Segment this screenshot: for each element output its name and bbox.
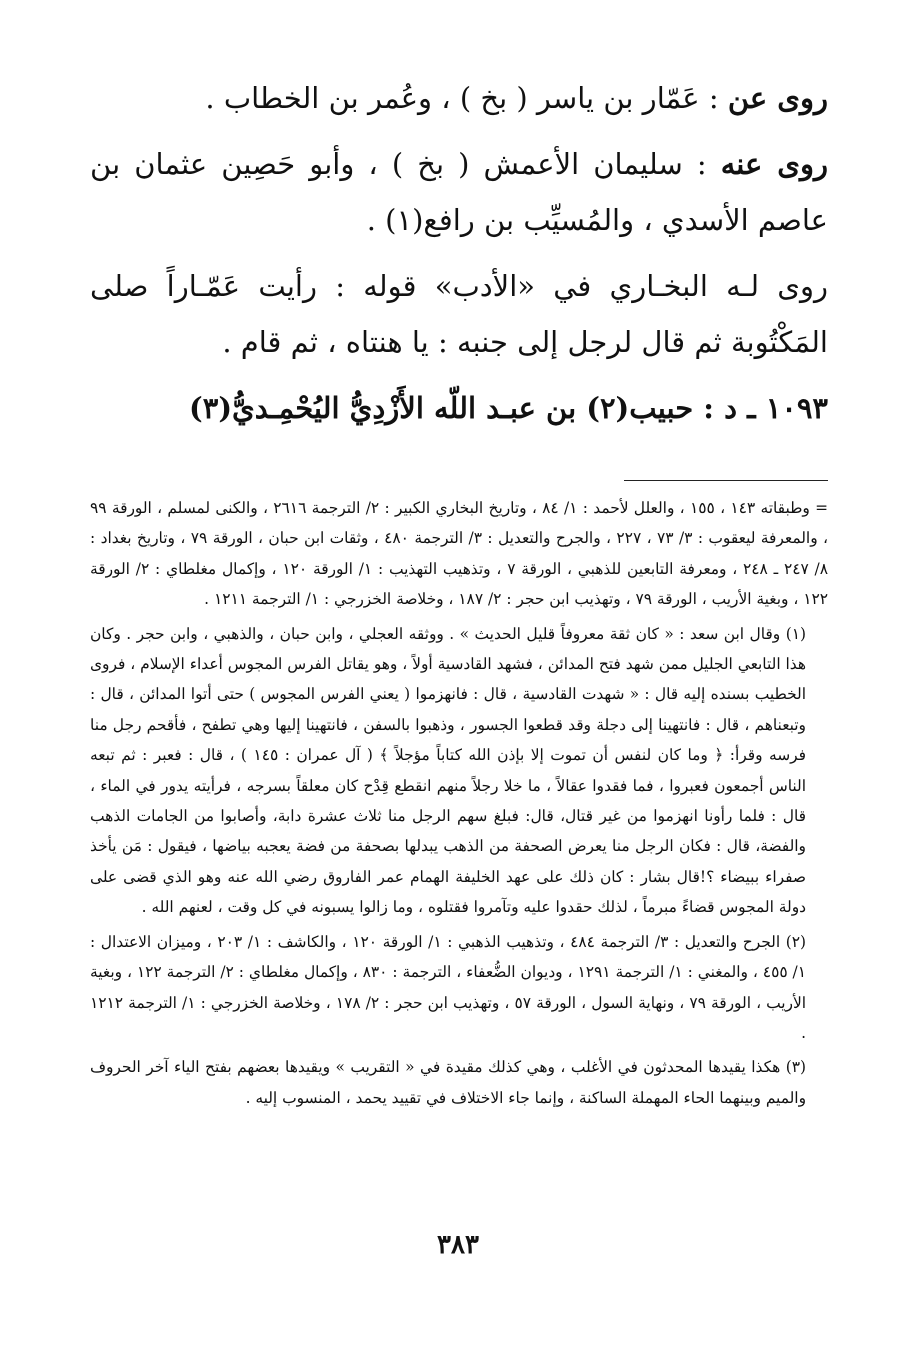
footnotes — [90, 493, 828, 1113]
footnote-continued: = وطبقاته ١٤٣ ، ١٥٥ ، والعلل لأحمد : ١/ ٨٤ ، وتاريخ البخاري الكبير : ٢/ الترجمة ٢٦١٦ ، والكنى لمسلم ، الورقة ٩٩ ، والمعرفة ليعقوب : ٣/ ٧٣ ، ٢٢٧ ، والجرح والتعديل : ٣/ الترجمة ٤٨٠ ، وثقات ابن حبان ، الورقة ٧٩ ، وتاريخ بغداد : ٨/ ٢٤٧ ـ ٢٤٨ ، ومعرفة التابعين للذهبي ، الورقة ٧ ، وتذهيب التهذيب : ١/ الورقة ١٢٠ ، وإكمال مغلطاي : ٢/ الورقة ١٢٢ ، وبغية الأريب ، الورقة ٧٩ ، وتهذيب ابن حجر : ٢/ ١٨٧ ، وخلاصة الخزرجي : ١/ الترجمة ١٢١١ . — [90, 499, 829, 609]
footnote-divider — [624, 480, 828, 481]
footnote-1: (١) وقال ابن سعد : « كان ثقة معروفاً قليل الحديث » . ووثقه العجلي ، وابن حبان ، والذهبي ، وابن حجر . وكان هذا التابعي الجليل ممن شهد فتح المدائن ، فشهد القادسية أولاً ، وهو يقاتل الفرس المجوس أعداء الإسلام ، فروى الخطيب بسنده إليه قال : « شهدت القادسية ، قال : فانهزموا ( يعني الفرس المجوس ) حتى أتوا المدائن ، قال : وتبعناهم ، قال : فانتهينا إلى دجلة وقد قطعوا الجسور ، وذهبوا بالسفن ، فانتهينا إليها وهي تطفح ، فأقحم رجل منا فرسه وقرأ: ﴿ وما كان لنفس أن تموت إلا بإذن الله كتاباً مؤجلاً ﴾ ( آل عمران : ١٤٥ ) ، قال : فعبر : ثم تبعه الناس أجمعون فعبروا ، فما فقدوا عقالاً ، ما خلا رجلاً منهم انقطع قِدْح كان معلقاً بسرجه ، فرأيته يدور في الماء ، قال : فلما رأونا انهزموا من غير قتال، قال: فبلغ سهم الرجل منا ثلاث عشرة دابة، وأصابوا من الجامات الذهب والفضة، قال : فكان الرجل منا يعرض الصحفة من الذهب يبدلها بصحفة من فضة يعجبه بياضها ، فيقول : مَن يأخذ صفراء ببيضاء ؟!قال بشار : كان ذلك على عهد الخليفة الهمام عمر الفاروق رضي الله عنه وهو الذي قضى على دولة المجوس قضاءً مبرماً ، لذلك حقدوا عليه وتآمروا فقتلوه ، وما زالوا يسبونه في كل وقت ، لعنهم الله . — [90, 624, 806, 917]
narrated-from-text: : عَمّار بن ياسر ( بخ ) ، وعُمر بن الخطاب . — [205, 81, 719, 115]
footnote-3: (٣) هكذا يقيدها المحدثون في الأغلب ، وهي كذلك مقيدة في « التقريب » ويقيدها بعضهم بفتح الياء آخر الحروف والميم وبينهما الحاء المهملة الساكنة ، وإنما جاء الاختلاف في تقييد يحمد ، المنسوب إليه . — [90, 1058, 806, 1107]
narrated-from-paragraph — [90, 70, 828, 126]
main-text — [90, 70, 828, 436]
bukhari-paragraph: روى لـه البخـاري في «الأدب» قوله : رأيت عَمّـاراً صلى المَكْتُوبة ثم قال لرجل إلى جنبه : يا هنتاه ، ثم قام . — [90, 269, 828, 359]
narrated-by-paragraph — [90, 136, 828, 248]
narrated-from-label: روى عن — [727, 81, 828, 115]
page-number: ٣٨٣ — [437, 1230, 479, 1260]
footnote-2: (٢) الجرح والتعديل : ٣/ الترجمة ٤٨٤ ، وتذهيب الذهبي : ١/ الورقة ١٢٠ ، والكاشف : ١/ ٢٠٣ ، وميزان الاعتدال : ١/ ٤٥٥ ، والمغني : ١/ الترجمة ١٢٩١ ، وديوان الضُّعفاء ، الترجمة : ٨٣٠ ، وإكمال مغلطاي : ٢/ الترجمة ١٢٢ ، وبغية الأريب ، الورقة ٧٩ ، ونهاية السول ، الورقة ٥٧ ، وتهذيب ابن حجر : ٢/ ١٧٨ ، وخلاصة الخزرجي : ١/ الترجمة ١٢١٢ . — [90, 932, 807, 1042]
entry-heading: ١٠٩٣ ـ د : حبيب(٢) بن عبـد اللّه الأَزْدِيُّ اليُحْمِـديُّ(٣) — [189, 391, 828, 425]
narrated-by-text: : سليمان الأعمش ( بخ ) ، وأبو حَصِين عثمان بن عاصم الأسدي ، والمُسيِّب بن رافع(١) . — [90, 147, 828, 237]
narrated-by-label: روى عنه — [720, 147, 829, 181]
